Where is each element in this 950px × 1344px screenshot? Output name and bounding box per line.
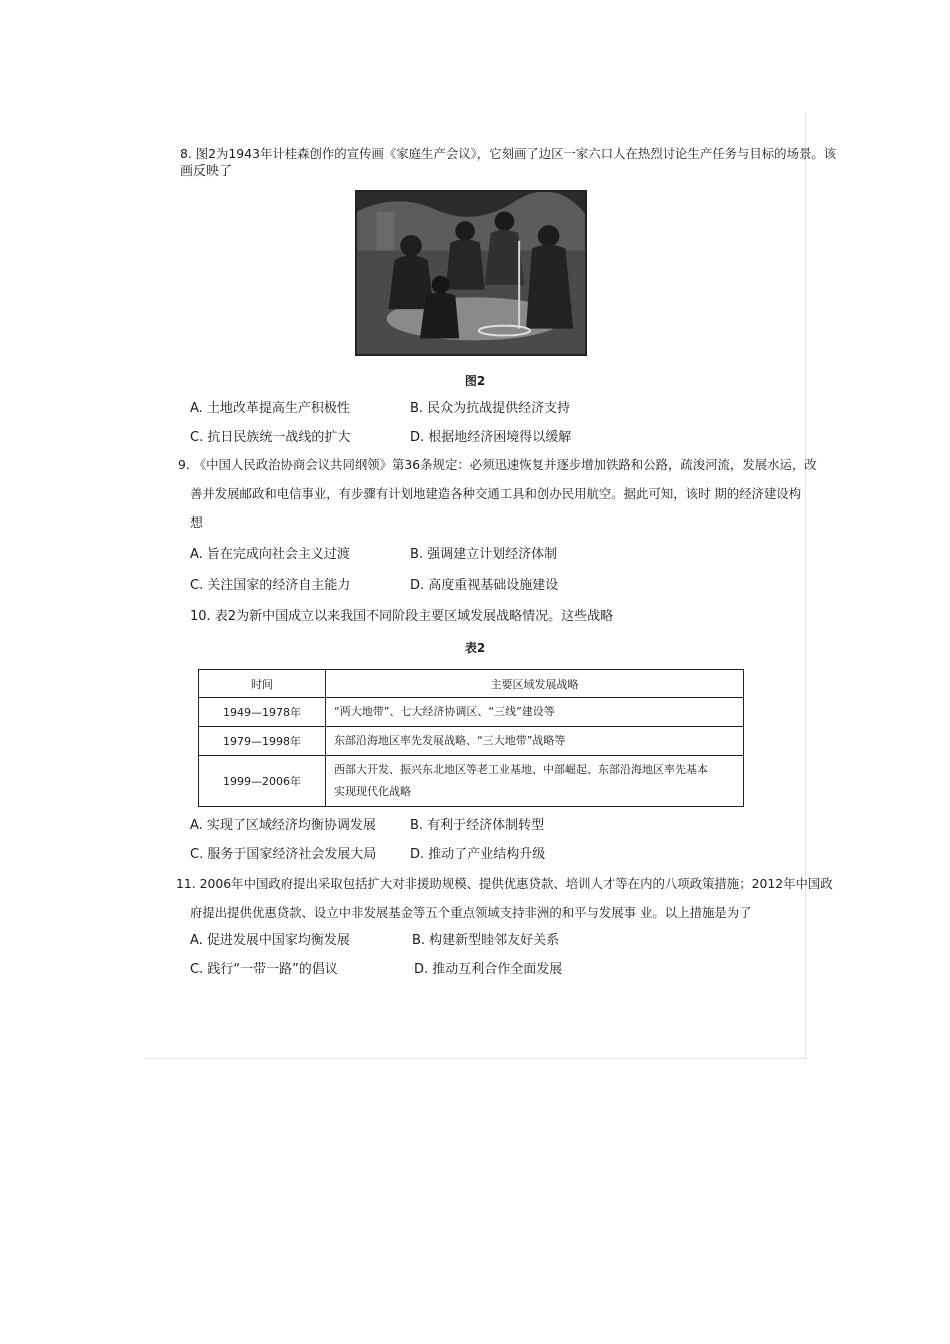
table-cell-strategy: “两大地带”、七大经济协调区、“三线”建设等: [326, 698, 744, 727]
q9-option-d[interactable]: D. 高度重视基础设施建设: [410, 578, 559, 593]
q8-option-d[interactable]: D. 根据地经济困境得以缓解: [410, 430, 572, 445]
q8-stem-line2: 画反映了: [180, 164, 233, 179]
q11-option-d[interactable]: D. 推动互利合作全面发展: [414, 962, 563, 977]
q10-option-d[interactable]: D. 推动了产业结构升级: [410, 847, 546, 862]
q11-option-c[interactable]: C. 践行“一带一路”的倡议: [190, 962, 338, 977]
q10-option-c[interactable]: C. 服务于国家经济社会发展大局: [190, 847, 377, 862]
q9-option-c[interactable]: C. 关注国家的经济自主能力: [190, 578, 351, 593]
q10-option-b[interactable]: B. 有利于经济体制转型: [410, 818, 545, 833]
regional-strategy-table: [198, 669, 744, 807]
table-cell-time: 1979—1998年: [199, 727, 326, 756]
q9-stem-line2: 善并发展邮政和电信事业，有步骤有计划地建造各种交通工具和创办民用航空。据此可知，该时 期的经济建设构: [190, 486, 802, 501]
propaganda-painting-image: [355, 190, 587, 356]
table2-caption: 表2: [464, 641, 486, 655]
table-header-time: 时间: [199, 670, 326, 698]
table-row: [199, 698, 744, 727]
q10-option-a[interactable]: A. 实现了区域经济均衡协调发展: [190, 818, 376, 833]
q8-option-c[interactable]: C. 抗日民族统一战线的扩大: [190, 430, 351, 445]
q9-stem-line3: 想: [190, 516, 204, 531]
q11-option-a[interactable]: A. 促进发展中国家均衡发展: [190, 933, 350, 948]
table-cell-strategy: [326, 756, 744, 807]
table-cell-strategy: 东部沿海地区率先发展战略、“三大地带”战略等: [326, 727, 744, 756]
q11-stem-line2: 府提出提供优惠贷款、设立中非发展基金等五个重点领域支持非洲的和平与发展事 业。以上措施是为了: [190, 905, 752, 920]
table-cell-time: 1949—1978年: [199, 698, 326, 727]
table-row: [199, 727, 744, 756]
q11-stem-line1: 11. 2006年中国政府提出采取包括扩大对非援助规模、提供优惠贷款、培训人才等在内的八项政策措施；2012年中国政: [176, 876, 833, 891]
q9-stem-line1: 9. 《中国人民政治协商会议共同纲领》第36条规定：必须迅速恢复并逐步增加铁路和公路，疏浚河流，发展水运，改: [178, 457, 817, 472]
strategy-line-2: 实现现代化战略: [334, 785, 411, 798]
q8-option-b[interactable]: B. 民众为抗战提供经济支持: [410, 401, 571, 416]
q9-option-a[interactable]: A. 旨在完成向社会主义过渡: [190, 547, 350, 562]
figure2-caption: 图2: [464, 374, 486, 388]
q8-option-a[interactable]: A. 土地改革提高生产积极性: [190, 401, 350, 416]
table-row: [199, 756, 744, 807]
strategy-line-1: 西部大开发、振兴东北地区等老工业基地、中部崛起、东部沿海地区率先基本: [334, 763, 708, 776]
table-header-strategy: 主要区域发展战略: [326, 670, 744, 698]
q9-option-b[interactable]: B. 强调建立计划经济体制: [410, 547, 558, 562]
table-cell-time: 1999—2006年: [199, 756, 326, 807]
table-header-row: [199, 670, 744, 698]
q10-stem: 10. 表2为新中国成立以来我国不同阶段主要区域发展战略情况。这些战略: [190, 609, 614, 624]
q11-option-b[interactable]: B. 构建新型睦邻友好关系: [412, 933, 560, 948]
q8-stem-line1: 8. 图2为1943年计桂森创作的宣传画《家庭生产会议》，它刻画了边区一家六口人在热烈讨论生产任务与目标的场景。该: [180, 146, 837, 161]
